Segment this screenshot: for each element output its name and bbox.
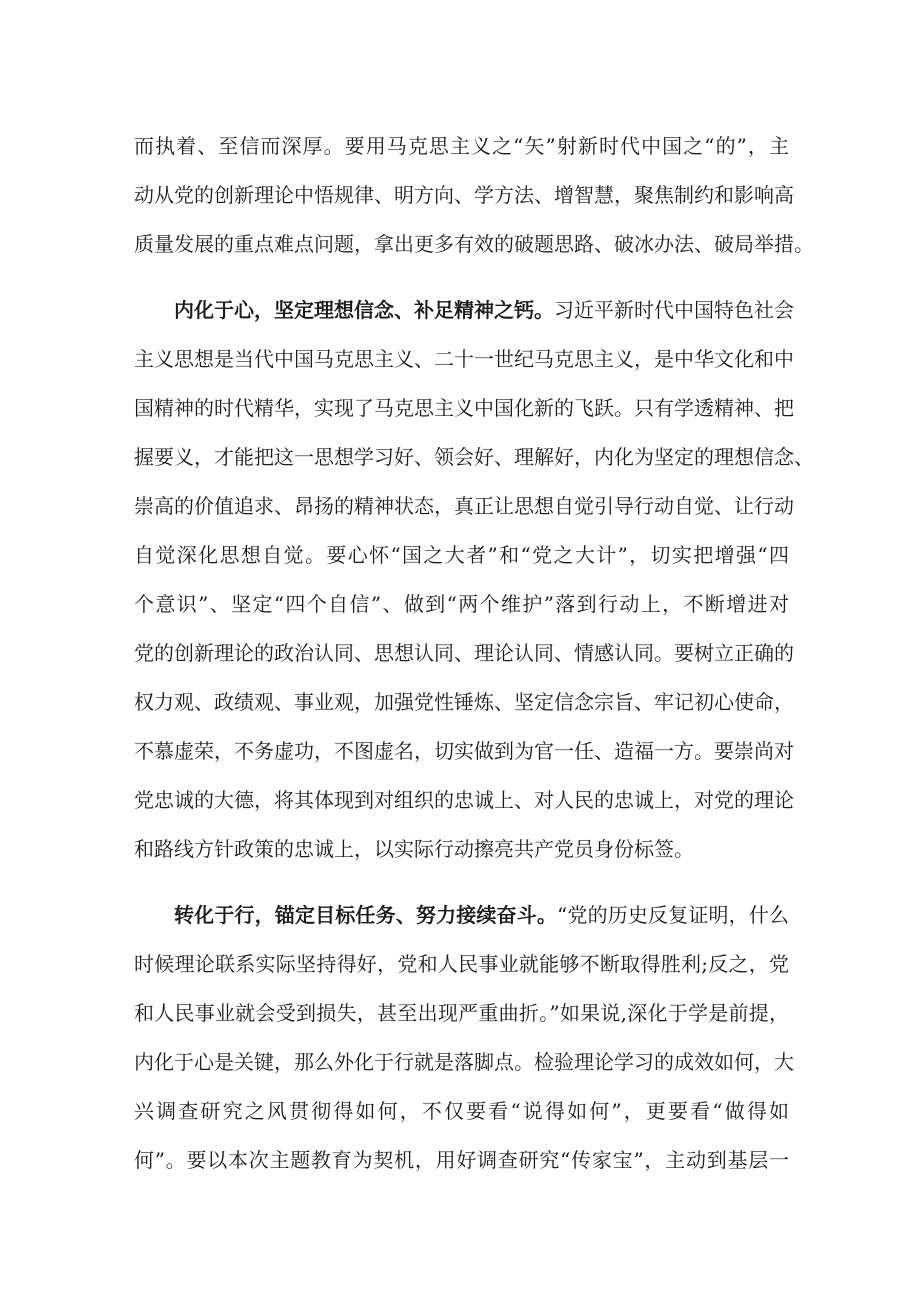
paragraph-3-line-5: 兴调查研究之风贯彻得如何，不仅要看“说得如何”，更要看“做得如 (134, 1099, 789, 1123)
paragraph-3-first-line-text: “党的历史反复证明，什么 (557, 903, 790, 927)
paragraph-3-heading: 转化于行，锚定目标任务、努力接续奋斗。 (174, 903, 558, 927)
paragraph-2-line-3: 国精神的时代精华，实现了马克思主义中国化新的飞跃。只有学透精神、把 (134, 396, 794, 420)
paragraph-2-line-12: 和路线方针政策的忠诚上，以实际行动擦亮共产党员身份标签。 (134, 837, 694, 861)
paragraph-2-line-7: 个意识”、坚定“四个自信”、做到“两个维护”落到行动上，不断增进对 (134, 592, 789, 616)
paragraph-2-line-9: 权力观、政绩观、事业观，加强党性锤炼、坚定信念宗旨、牢记初心使命， (134, 690, 794, 714)
paragraph-1-line-3: 质量发展的重点难点问题，拿出更多有效的破题思路、破冰办法、破局举措。 (134, 232, 814, 256)
paragraph-3-line-2: 时候理论联系实际坚持得好，党和人民事业就能够不断取得胜利;反之，党 (134, 952, 789, 976)
paragraph-2-line-8: 党的创新理论的政治认同、思想认同、理论认同、情感认同。要树立正确的 (134, 641, 794, 665)
paragraph-3-line-1 (174, 903, 789, 927)
paragraph-2-line-5: 崇高的价值追求、昂扬的精神状态，真正让思想自觉引导行动自觉、让行动 (134, 494, 794, 518)
paragraph-2-line-6: 自觉深化思想自觉。要心怀“国之大者”和“党之大计”，切实把增强“四 (134, 543, 789, 567)
paragraph-2-heading: 内化于心，坚定理想信念、补足精神之钙。 (174, 298, 554, 322)
paragraph-3-line-6: 何”。要以本次主题教育为契机，用好调查研究“传家宝”，主动到基层一 (134, 1148, 789, 1172)
paragraph-2-line-2: 主义思想是当代中国马克思主义、二十一世纪马克思主义，是中华文化和中 (134, 347, 794, 371)
paragraph-1-line-2: 动从党的创新理论中悟规律、明方向、学方法、增智慧，聚焦制约和影响高 (134, 183, 794, 207)
paragraph-2-line-10: 不慕虚荣，不务虚功，不图虚名，切实做到为官一任、造福一方。要崇尚对 (134, 739, 794, 763)
paragraph-2-line-1 (174, 298, 794, 322)
paragraph-3-line-4: 内化于心是关键，那么外化于行就是落脚点。检验理论学习的成效如何，大 (134, 1050, 794, 1074)
paragraph-2-first-line-text: 习近平新时代中国特色社会 (554, 298, 794, 322)
paragraph-1-line-1: 而执着、至信而深厚。要用马克思主义之“矢”射新时代中国之“的”，主 (134, 134, 789, 158)
paragraph-3-line-3: 和人民事业就会受到损失，甚至出现严重曲折。”如果说,深化于学是前提， (134, 1001, 789, 1025)
paragraph-2-line-4: 握要义，才能把这一思想学习好、领会好、理解好，内化为坚定的理想信念、 (134, 445, 814, 469)
paragraph-2-line-11: 党忠诚的大德，将其体现到对组织的忠诚上、对人民的忠诚上，对党的理论 (134, 788, 794, 812)
